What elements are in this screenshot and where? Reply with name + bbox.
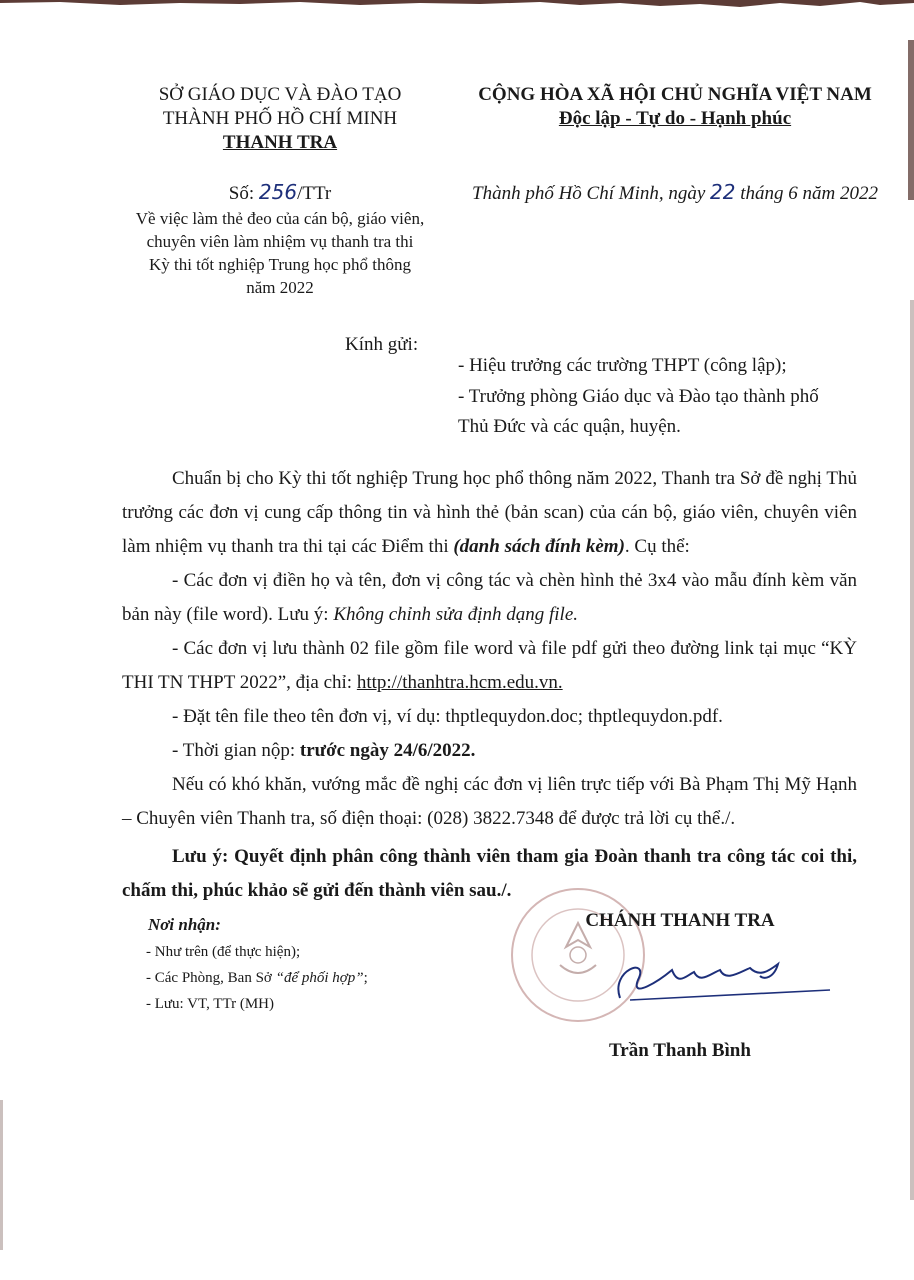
date-after: tháng 6 năm 2022: [735, 183, 878, 204]
document-subject: [110, 207, 450, 299]
signer-title: CHÁNH THANH TRA: [585, 910, 775, 931]
body-paragraph-5: [122, 734, 857, 768]
agency-line-2: THÀNH PHỐ HỒ CHÍ MINH: [162, 108, 398, 129]
noi-nhan-line2-emphasis: “để phối hợp”: [275, 970, 364, 986]
body-paragraph-1: [122, 462, 857, 564]
subject-line: năm 2022: [246, 278, 314, 297]
date-day-handwritten: 22: [710, 180, 736, 204]
recipient-line: - Trưởng phòng Giáo dục và Đào tạo thành phố: [458, 386, 819, 407]
nation-motto: Độc lập - Tự do - Hạnh phúc: [558, 108, 792, 129]
p5-deadline: trước ngày 24/6/2022.: [299, 740, 476, 761]
body-paragraph-2: [122, 564, 857, 632]
national-header: [440, 83, 910, 131]
website-link[interactable]: http://thanhtra.hcm.edu.vn.: [356, 672, 563, 693]
signer-name: Trần Thanh Bình: [609, 1040, 751, 1061]
noi-nhan-label: Nơi nhận:: [148, 915, 221, 934]
p1-end: . Cụ thể:: [624, 536, 690, 557]
p3-text: - Các đơn vị lưu thành 02 file gồm file word và file pdf gửi theo đường link tại mục “KỲ THI TN THPT 2022”, địa chỉ:: [122, 638, 857, 693]
noi-nhan-line2-end: ;: [363, 970, 368, 986]
kinh-gui-label: Kính gửi:: [345, 334, 419, 355]
noi-nhan-line: - Lưu: VT, TTr (MH): [146, 996, 274, 1012]
handwritten-signature: [590, 950, 840, 1010]
nation-title: CỘNG HÒA XÃ HỘI CHỦ NGHĨA VIỆT NAM: [478, 84, 872, 105]
docno-prefix: Số:: [228, 183, 259, 204]
subject-line: Về việc làm thẻ đeo của cán bộ, giáo viên,: [135, 209, 425, 228]
recipient-line: - Hiệu trưởng các trường THPT (công lập);: [458, 355, 787, 376]
document-number: [110, 180, 450, 205]
scan-edge-left-faint: [0, 1100, 3, 1250]
scan-edge-top: [0, 0, 914, 8]
body-paragraph-3: [122, 632, 857, 700]
noi-nhan-line2-text: - Các Phòng, Ban Sở: [146, 970, 276, 986]
agency-line-1: SỞ GIÁO DỤC VÀ ĐÀO TẠO: [158, 84, 402, 105]
date-before: Thành phố Hồ Chí Minh, ngày: [472, 183, 711, 204]
subject-line: Kỳ thi tốt nghiệp Trung học phổ thông: [148, 255, 412, 274]
date-line: [440, 180, 910, 205]
body-paragraph-4: - Đặt tên file theo tên đơn vị, ví dụ: thptlequydon.doc; thptlequydon.pdf.: [172, 706, 723, 727]
subject-line: chuyên viên làm nhiệm vụ thanh tra thi: [146, 232, 414, 251]
p2-text: - Các đơn vị điền họ và tên, đơn vị công tác và chèn hình thẻ 3x4 vào mẫu đính kèm văn bản này (file word). Lưu ý:: [122, 570, 857, 625]
body-note: Lưu ý: Quyết định phân công thành viên tham gia Đoàn thanh tra công tác coi thi, chấm thi, phúc khảo sẽ gửi đến thành viên sau./.: [122, 846, 857, 901]
scan-edge-right-faint: [910, 300, 914, 1200]
docno-handwritten: 256: [258, 180, 298, 204]
noi-nhan-line: - Như trên (để thực hiện);: [146, 944, 301, 960]
agency-header: [110, 83, 450, 155]
recipient-line: Thủ Đức và các quận, huyện.: [458, 416, 681, 437]
p1-text: Chuẩn bị cho Kỳ thi tốt nghiệp Trung học phổ thông năm 2022, Thanh tra Sở đề nghị Thủ trưởng các đơn vị cung cấp thông tin và hình thẻ (bản scan) của cán bộ, giáo viên, chuyên viên làm nhiệm vụ thanh tra thi tại các Điểm thi: [122, 468, 857, 557]
docno-suffix: /TTr: [297, 183, 332, 204]
p5-text: - Thời gian nộp:: [172, 740, 300, 761]
agency-line-3: THANH TRA: [222, 132, 338, 153]
body-paragraph-6: Nếu có khó khăn, vướng mắc đề nghị các đơn vị liên trực tiếp với Bà Phạm Thị Mỹ Hạnh – Chuyên viên Thanh tra, số điện thoại: (028) 3822.7348 để được trả lời cụ thể./.: [122, 774, 857, 829]
noi-nhan-line: [146, 970, 368, 987]
p1-emphasis: (danh sách đính kèm): [453, 536, 625, 557]
p2-emphasis: Không chỉnh sửa định dạng file.: [333, 604, 579, 625]
